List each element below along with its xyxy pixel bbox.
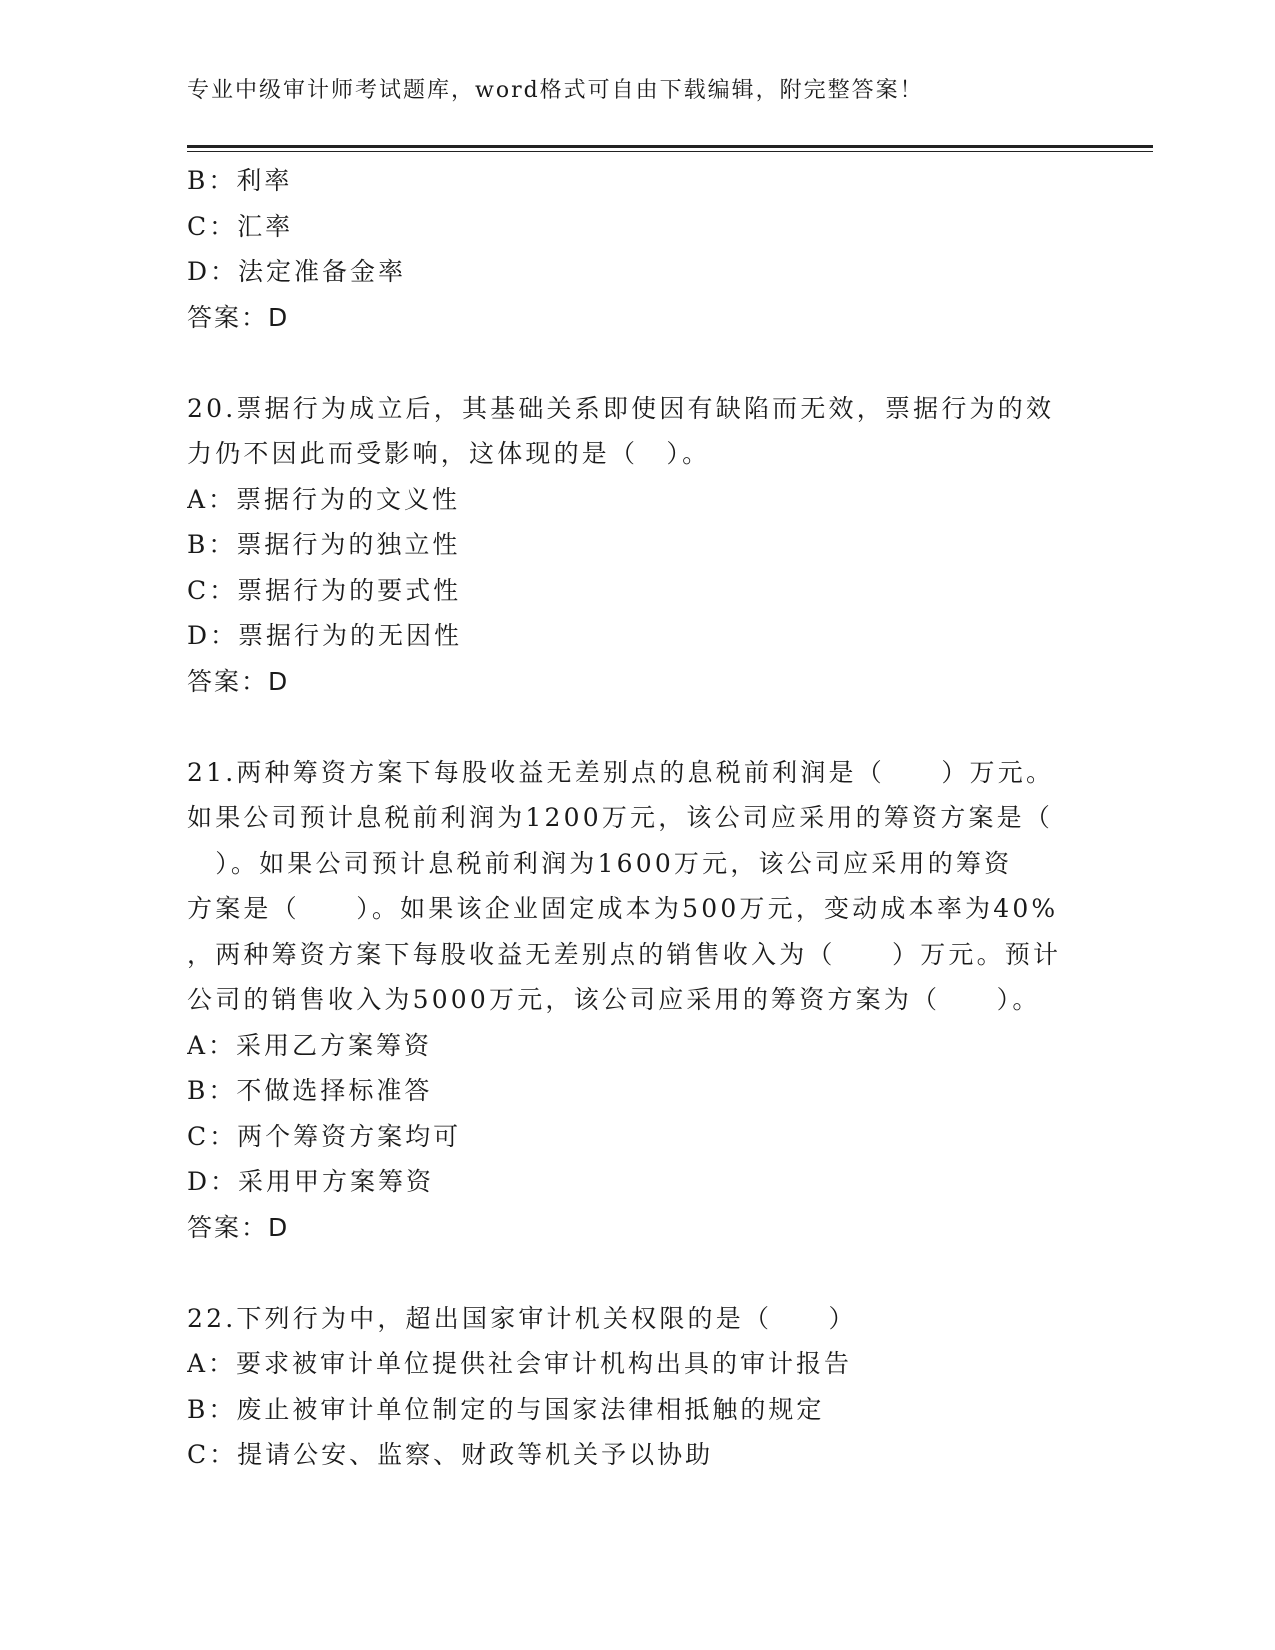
question-stem-line: 20.票据行为成立后，其基础关系即使因有缺陷而无效，票据行为的效 [187, 393, 1055, 423]
page-header: 专业中级审计师考试题库，word格式可自由下载编辑，附完整答案！ [187, 78, 924, 103]
option-c: C：提请公安、监察、财政等机关予以协助 [187, 1440, 714, 1469]
option-c: C：票据行为的要式性 [187, 575, 462, 605]
option-d: D：法定准备金率 [187, 257, 407, 286]
spacer [187, 704, 1107, 750]
option-b: B：利率 [187, 166, 293, 195]
question-stem-line: 方案是（ ）。如果该企业固定成本为500万元，变动成本率为40% [187, 894, 1059, 923]
option-b: B：不做选择标准答 [187, 1076, 433, 1105]
option-b: B：废止被审计单位制定的与国家法律相抵触的规定 [187, 1394, 825, 1424]
answer-line: 答案：D [187, 302, 290, 332]
question-21 [187, 750, 1107, 1251]
spacer [187, 340, 1107, 386]
spacer [187, 1250, 1107, 1296]
option-c: C：两个筹资方案均可 [187, 1121, 462, 1151]
option-d: D：采用甲方案筹资 [187, 1167, 435, 1196]
question-22 [187, 1296, 1107, 1478]
question-stem-line: 21.两种筹资方案下每股收益无差别点的息税前利润是（ ）万元。 [187, 757, 1055, 787]
header-rule-thin [187, 151, 1153, 152]
option-d: D：票据行为的无因性 [187, 621, 463, 650]
document-body [187, 158, 1107, 1478]
question-stem-line: ）。如果公司预计息税前利润为1600万元，该公司应采用的筹资 [187, 848, 1013, 878]
answer-line: 答案：D [187, 1212, 290, 1242]
answer-line: 答案：D [187, 666, 290, 696]
prev-question-block [187, 158, 1107, 340]
question-stem-line: 公司的销售收入为5000万元，该公司应采用的筹资方案为（ ）。 [187, 985, 1041, 1014]
option-a: A：票据行为的文义性 [187, 484, 461, 514]
question-stem-line: 如果公司预计息税前利润为1200万元，该公司应采用的筹资方案是（ [187, 803, 1054, 832]
option-c: C：汇率 [187, 211, 294, 241]
question-stem-line: 22.下列行为中，超出国家审计机关权限的是（ ） [187, 1303, 857, 1333]
question-20 [187, 386, 1107, 705]
option-a: A：采用乙方案筹资 [187, 1030, 433, 1060]
question-stem-line: ，两种筹资方案下每股收益无差别点的销售收入为（ ）万元。预计 [187, 939, 1062, 969]
option-a: A：要求被审计单位提供社会审计机构出具的审计报告 [187, 1349, 853, 1378]
header-rule-thick [187, 145, 1153, 148]
option-b: B：票据行为的独立性 [187, 530, 461, 559]
question-stem-line: 力仍不因此而受影响，这体现的是（ ）。 [187, 439, 711, 468]
